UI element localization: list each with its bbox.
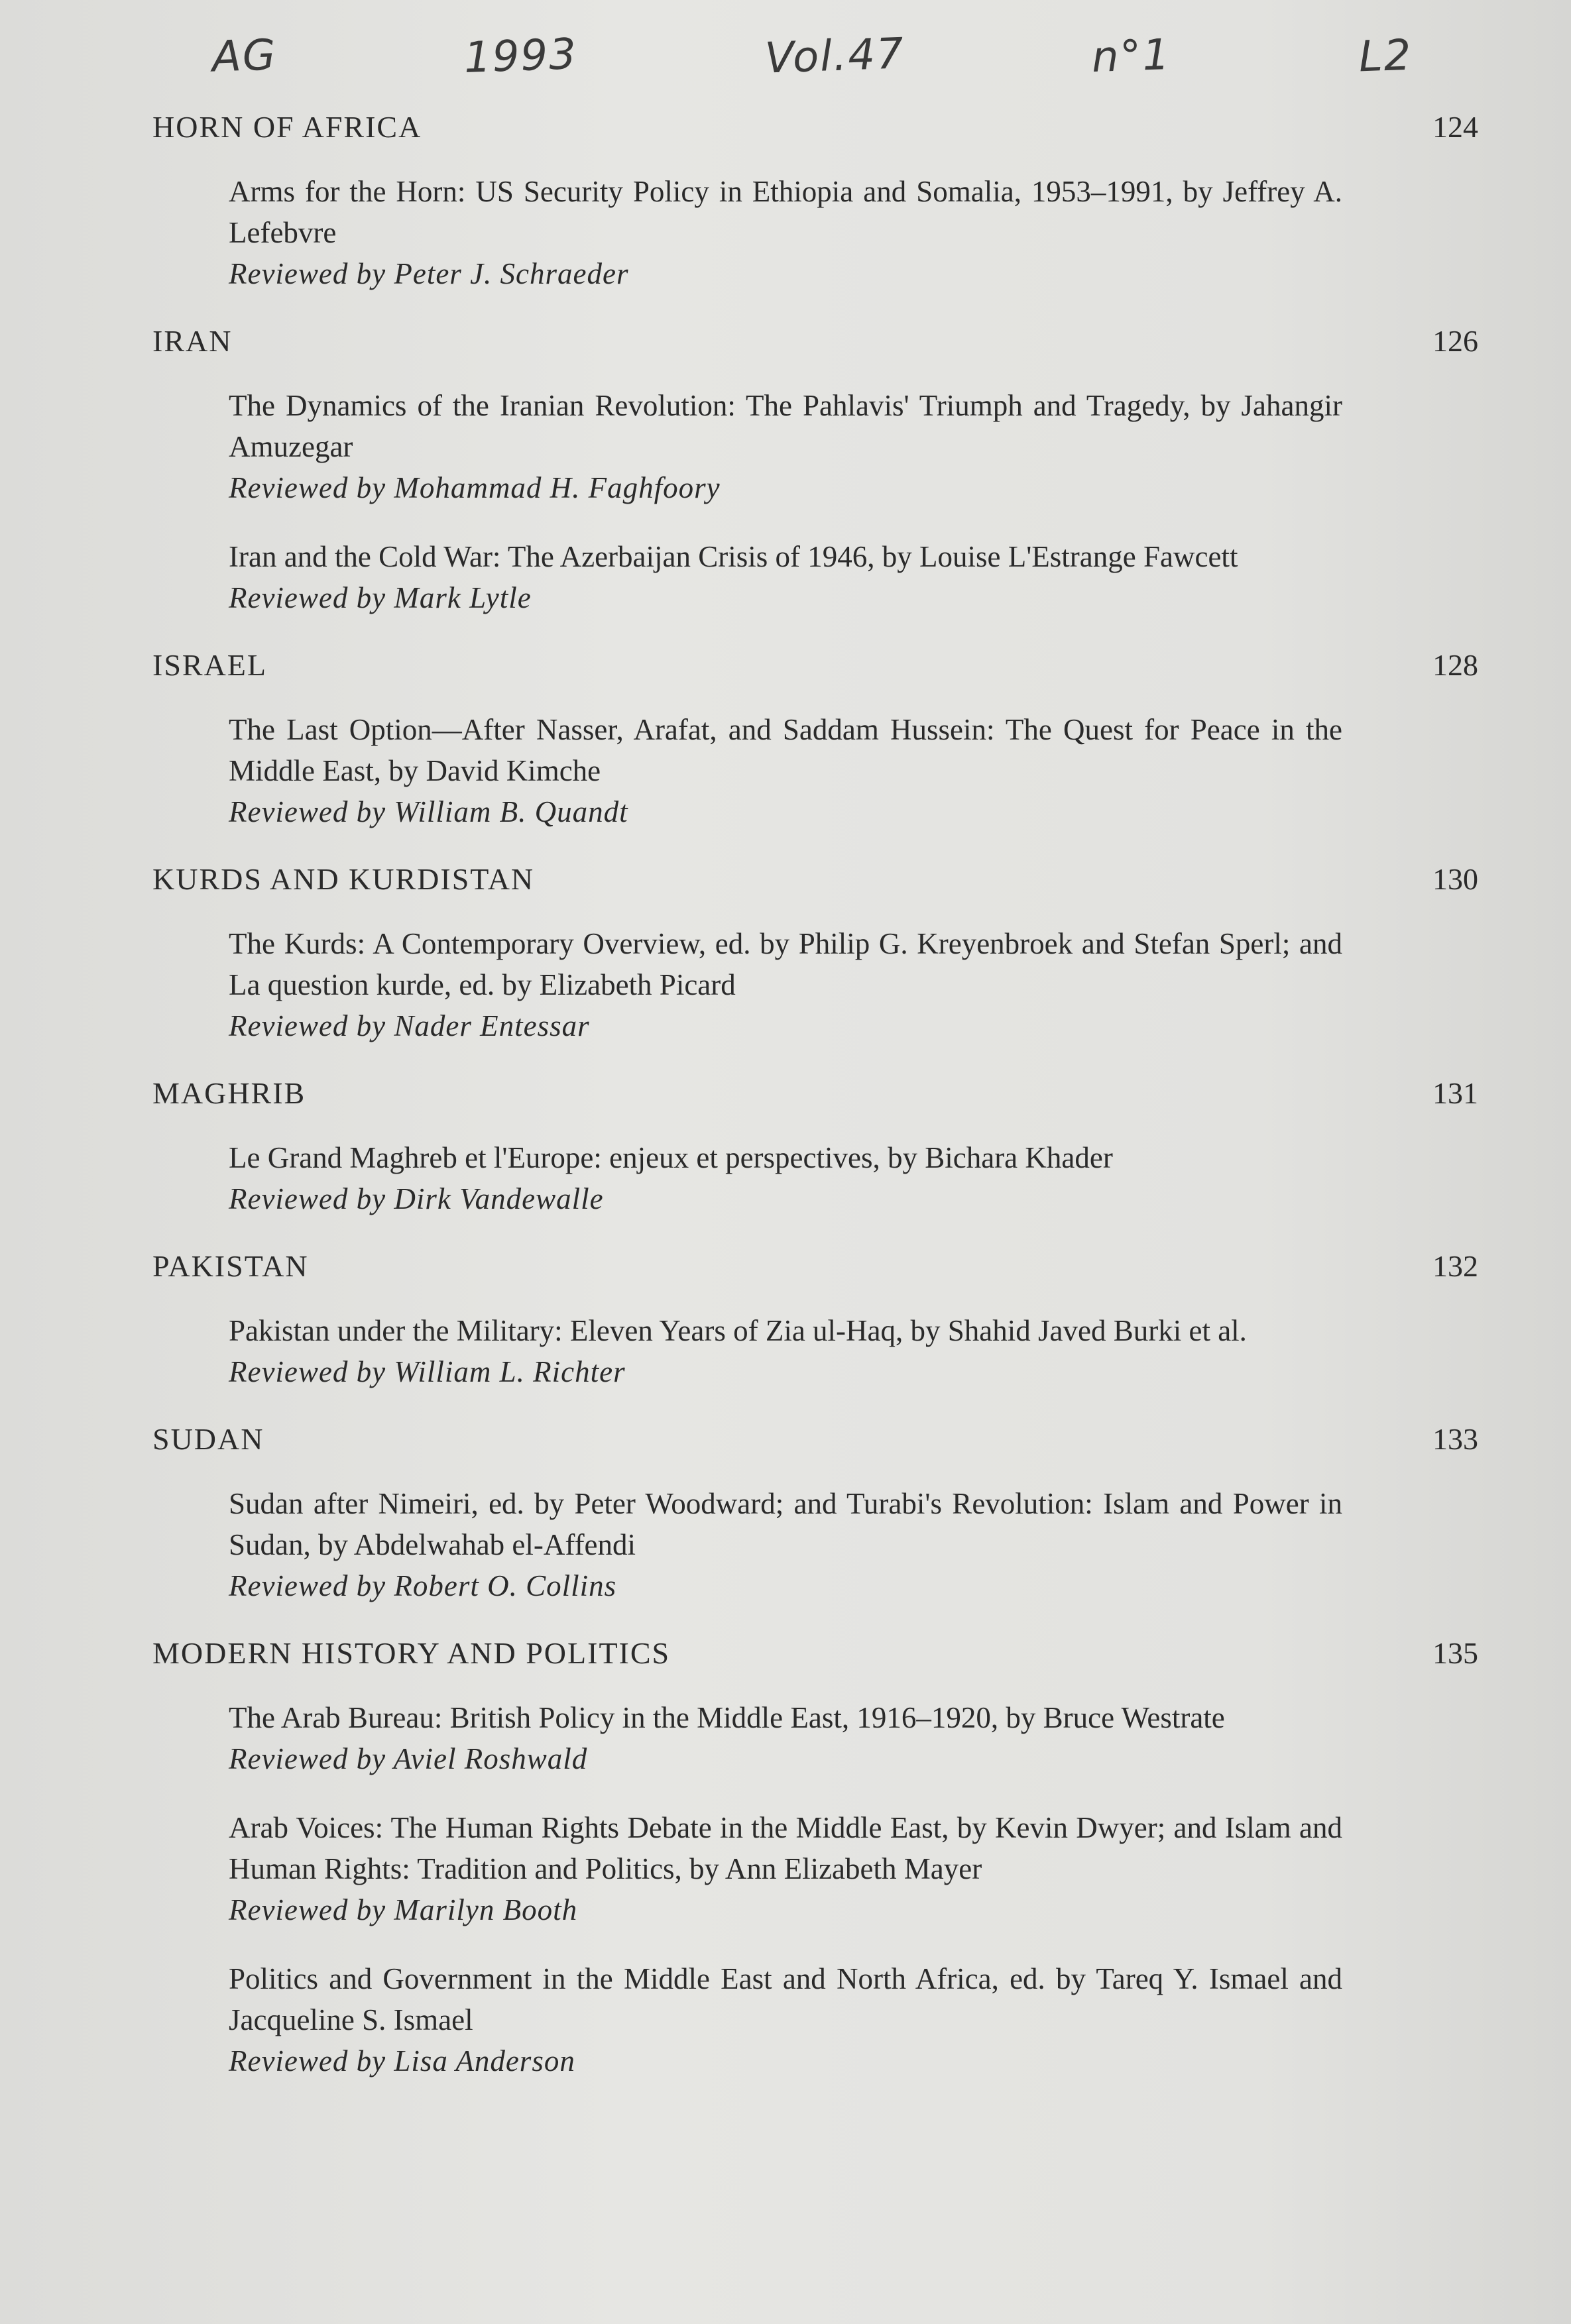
review-entry (229, 1310, 1342, 1392)
annotation-year: 1993 (463, 30, 579, 83)
section-title: MODERN HISTORY AND POLITICS (152, 1636, 671, 1670)
review-entry (229, 171, 1342, 294)
book-title: Iran and the Cold War: The Azerbaijan Crisis of 1946, by Louise L'Estrange Fawcett (229, 540, 1238, 573)
toc-section-iran (152, 323, 1478, 618)
section-page-number: 131 (1432, 1076, 1478, 1110)
review-entry (229, 536, 1342, 618)
reviewer: Reviewed by Aviel Roshwald (229, 1742, 588, 1775)
book-title: Arms for the Horn: US Security Policy in Ethiopia and Somalia, 1953–1991, by Jeffrey A. Lefebvre (229, 175, 1342, 249)
book-title: Politics and Government in the Middle East and North Africa, ed. by Tareq Y. Ismael and Jacqueline S. Ismael (229, 1962, 1342, 2036)
section-page-number: 133 (1432, 1422, 1478, 1456)
toc-section-sudan (152, 1421, 1478, 1606)
review-entry (229, 1137, 1342, 1219)
annotation-number: n°1 (1091, 30, 1173, 83)
section-page-number: 126 (1432, 324, 1478, 358)
reviewer: Reviewed by Lisa Anderson (229, 2044, 575, 2077)
handwritten-annotation (212, 20, 1412, 93)
table-of-contents (152, 109, 1478, 2111)
reviewer: Reviewed by Nader Entessar (229, 1009, 590, 1042)
toc-section-pakistan (152, 1248, 1478, 1392)
annotation-code: AG (211, 30, 278, 82)
section-page-number: 135 (1432, 1636, 1478, 1670)
review-entry (229, 385, 1342, 508)
section-page-number: 130 (1432, 862, 1478, 896)
section-title: SUDAN (152, 1422, 264, 1456)
toc-section-israel (152, 647, 1478, 832)
section-title: PAKISTAN (152, 1249, 309, 1283)
section-title: ISRAEL (152, 648, 267, 682)
review-entry (229, 1958, 1342, 2081)
book-title: The Arab Bureau: British Policy in the Middle East, 1916–1920, by Bruce Westrate (229, 1701, 1225, 1734)
annotation-volume: Vol.47 (764, 29, 905, 83)
book-title: Le Grand Maghreb et l'Europe: enjeux et perspectives, by Bichara Khader (229, 1141, 1113, 1174)
book-title: The Last Option—After Nasser, Arafat, and Saddam Hussein: The Quest for Peace in the Middle East, by David Kimche (229, 713, 1342, 787)
book-title: Pakistan under the Military: Eleven Years of Zia ul-Haq, by Shahid Javed Burki et al. (229, 1314, 1247, 1347)
reviewer: Reviewed by Dirk Vandewalle (229, 1182, 604, 1215)
reviewer: Reviewed by Robert O. Collins (229, 1569, 617, 1602)
reviewer: Reviewed by Peter J. Schraeder (229, 257, 629, 290)
section-title: IRAN (152, 324, 233, 358)
reviewer: Reviewed by Marilyn Booth (229, 1893, 578, 1926)
toc-section-horn-of-africa (152, 109, 1478, 294)
review-entry (229, 1697, 1342, 1779)
section-page-number: 132 (1432, 1249, 1478, 1283)
section-title: MAGHRIB (152, 1076, 306, 1110)
toc-section-modern-history-and-politics (152, 1635, 1478, 2081)
reviewer: Reviewed by Mohammad H. Faghfoory (229, 471, 721, 504)
reviewer: Reviewed by Mark Lytle (229, 581, 532, 614)
reviewer: Reviewed by William B. Quandt (229, 795, 628, 828)
book-title: Sudan after Nimeiri, ed. by Peter Woodward; and Turabi's Revolution: Islam and Power in Sudan, by Abdelwahab el-Affendi (229, 1487, 1342, 1561)
annotation-label: L2 (1358, 30, 1413, 82)
review-entry (229, 923, 1342, 1046)
reviewer: Reviewed by William L. Richter (229, 1355, 626, 1388)
book-title: The Dynamics of the Iranian Revolution: The Pahlavis' Triumph and Tragedy, by Jahangir Amuzegar (229, 389, 1342, 463)
book-title: Arab Voices: The Human Rights Debate in the Middle East, by Kevin Dwyer; and Islam and Human Rights: Tradition and Politics, by Ann Elizabeth Mayer (229, 1811, 1342, 1885)
review-entry (229, 1807, 1342, 1930)
toc-section-kurds-and-kurdistan (152, 861, 1478, 1046)
toc-section-maghrib (152, 1076, 1478, 1219)
book-title: The Kurds: A Contemporary Overview, ed. by Philip G. Kreyenbroek and Stefan Sperl; and La question kurde, ed. by Elizabeth Picard (229, 927, 1342, 1001)
review-entry (229, 709, 1342, 832)
section-page-number: 124 (1432, 110, 1478, 144)
review-entry (229, 1483, 1342, 1606)
section-title: KURDS AND KURDISTAN (152, 862, 535, 896)
section-title: HORN OF AFRICA (152, 110, 422, 144)
section-page-number: 128 (1432, 648, 1478, 682)
